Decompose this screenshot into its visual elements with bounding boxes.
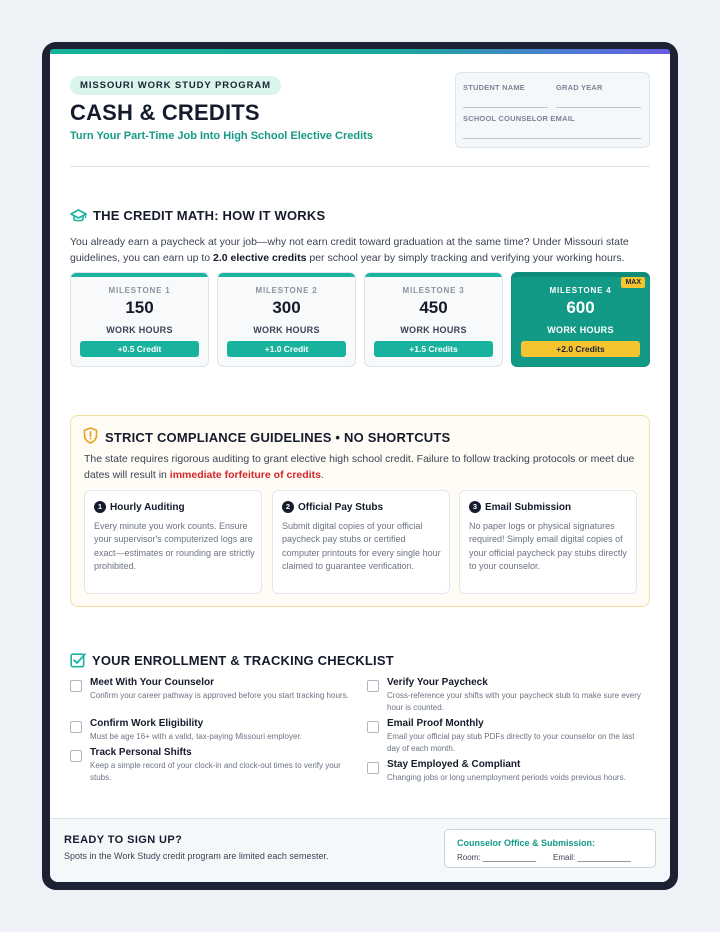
page-subtitle: Turn Your Part-Time Job Into High School Elective Credits: [70, 130, 373, 142]
email-field[interactable]: Email: ____________: [553, 853, 631, 862]
milestone-label: MILESTONE 4: [549, 286, 612, 295]
milestone-label: MILESTONE 2: [255, 286, 318, 295]
checklist-item-title: Confirm Work Eligibility: [90, 718, 204, 729]
checkbox[interactable]: [367, 762, 379, 774]
rule-title: Email Submission: [485, 501, 572, 513]
checklist-title: YOUR ENROLLMENT & TRACKING CHECKLIST: [92, 652, 394, 668]
rule-card: [459, 490, 637, 594]
rule-number: 3: [469, 501, 481, 513]
checklist-item-title: Track Personal Shifts: [90, 747, 192, 758]
footer-title: READY TO SIGN UP?: [64, 834, 183, 846]
milestone-hours: 450: [419, 298, 448, 317]
milestone-card: [70, 272, 209, 367]
rule-card: [272, 490, 450, 594]
grad-year-label: GRAD YEAR: [556, 83, 603, 92]
compliance-text: [84, 451, 639, 483]
grad-year-field[interactable]: [556, 107, 641, 108]
rule-title: Hourly Auditing: [110, 501, 185, 513]
forfeiture-warning: immediate forfeiture of credits: [169, 469, 321, 481]
max-badge: MAX: [621, 277, 645, 288]
milestone-unit: WORK HOURS: [547, 325, 614, 335]
milestone-accent: [365, 273, 502, 277]
milestone-hours: 600: [566, 298, 595, 317]
checklist-item-desc: Email your official pay stub PDFs directly to your counselor on the last day of each month.: [387, 732, 635, 754]
rule-number: 2: [282, 501, 294, 513]
milestone-accent: [71, 273, 208, 277]
checkbox[interactable]: [70, 721, 82, 733]
checklist-item-title: Email Proof Monthly: [387, 718, 484, 729]
checkbox-check-icon: [70, 652, 86, 668]
rule-body: No paper logs or physical signatures required! Simply email digital copies of your official paycheck pay stubs directly to your counselor.: [469, 521, 627, 571]
intro-text-end: per school year by simply tracking and verifying your working hours.: [306, 252, 625, 264]
milestone-card: [217, 272, 356, 367]
checkbox[interactable]: [70, 750, 82, 762]
credit-math-intro: [70, 234, 650, 266]
flyer-sheet: [50, 54, 670, 882]
office-title: Counselor Office & Submission:: [457, 838, 596, 848]
milestone-unit: WORK HOURS: [253, 325, 320, 335]
milestone-credit: +1.5 Credits: [374, 341, 493, 357]
milestone-accent: [218, 273, 355, 277]
intro-highlight: 2.0 elective credits: [213, 252, 307, 264]
milestone-credit: +0.5 Credit: [80, 341, 199, 357]
program-badge: MISSOURI WORK STUDY PROGRAM: [70, 76, 281, 95]
student-name-field[interactable]: [463, 107, 548, 108]
rule-body: Submit digital copies of your official paycheck pay stubs or certified computer printouts for every single hour claimed to guarantee verification.: [282, 521, 441, 571]
milestone-card: [364, 272, 503, 367]
checklist-item-desc: Confirm your career pathway is approved before you start tracking hours.: [90, 691, 349, 700]
signup-footer: [50, 818, 670, 882]
checklist-item-title: Stay Employed & Compliant: [387, 759, 521, 770]
checklist-item-desc: Must be age 16+ with a valid, tax-paying Missouri employer.: [90, 732, 302, 741]
graduation-cap-icon: [70, 209, 87, 223]
checklist-item-title: Meet With Your Counselor: [90, 677, 214, 688]
checklist-item-desc: Changing jobs or long unemployment periods voids previous hours.: [387, 773, 626, 782]
checklist-item-desc: Keep a simple record of your clock-in and clock-out times to verify your stubs.: [90, 761, 341, 783]
compliance-panel: [70, 415, 650, 607]
milestone-hours: 300: [272, 298, 301, 317]
checklist-item-desc: Cross-reference your shifts with your paycheck stub to make sure every hour is counted.: [387, 691, 641, 713]
intro-text: You already earn a paycheck at your job—why not earn credit toward graduation at the same time? Under Missouri state guidelines, you can earn up to: [70, 236, 629, 264]
rule-body: Every minute you work counts. Ensure your supervisor's computerized logs are exact—estimates or rounding are strictly prohibited.: [94, 521, 255, 571]
compliance-text-end: .: [320, 469, 324, 481]
credit-math-heading: [70, 208, 325, 223]
checkbox[interactable]: [367, 721, 379, 733]
milestone-unit: WORK HOURS: [106, 325, 173, 335]
counselor-email-label: SCHOOL COUNSELOR EMAIL: [463, 114, 575, 123]
checklist-heading: [70, 652, 394, 668]
rule-heading: [94, 501, 185, 513]
milestone-unit: WORK HOURS: [400, 325, 467, 335]
compliance-heading: [83, 427, 450, 447]
header-divider: [70, 166, 650, 167]
counselor-office-box: [444, 829, 656, 868]
rule-heading: [469, 501, 571, 513]
milestone-credit: +2.0 Credits: [521, 341, 640, 357]
counselor-email-field[interactable]: [463, 138, 641, 139]
shield-warning-icon: [83, 427, 98, 447]
page-frame: [42, 42, 678, 890]
checklist-item-title: Verify Your Paycheck: [387, 677, 488, 688]
milestone-hours: 150: [125, 298, 154, 317]
compliance-title: STRICT COMPLIANCE GUIDELINES • NO SHORTCUTS: [105, 429, 451, 445]
milestone-credit: +1.0 Credit: [227, 341, 346, 357]
student-name-label: STUDENT NAME: [463, 83, 525, 92]
student-info-box: [455, 72, 650, 148]
milestone-card-max: [511, 272, 650, 367]
compliance-text-start: The state requires rigorous auditing to grant elective high school credit. Failure to follow tracking protocols or meet due dates will result in: [84, 453, 635, 481]
page-title: CASH & CREDITS: [70, 100, 260, 125]
rule-heading: [282, 501, 383, 513]
checkbox[interactable]: [70, 680, 82, 692]
credit-math-title: THE CREDIT MATH: HOW IT WORKS: [93, 208, 326, 223]
rule-title: Official Pay Stubs: [298, 501, 384, 513]
footer-text: Spots in the Work Study credit program are limited each semester.: [64, 851, 329, 861]
rule-card: [84, 490, 262, 594]
checkbox[interactable]: [367, 680, 379, 692]
milestone-label: MILESTONE 3: [402, 286, 465, 295]
milestone-label: MILESTONE 1: [108, 286, 171, 295]
rule-number: 1: [94, 501, 106, 513]
room-field[interactable]: Room: ____________: [457, 853, 537, 862]
